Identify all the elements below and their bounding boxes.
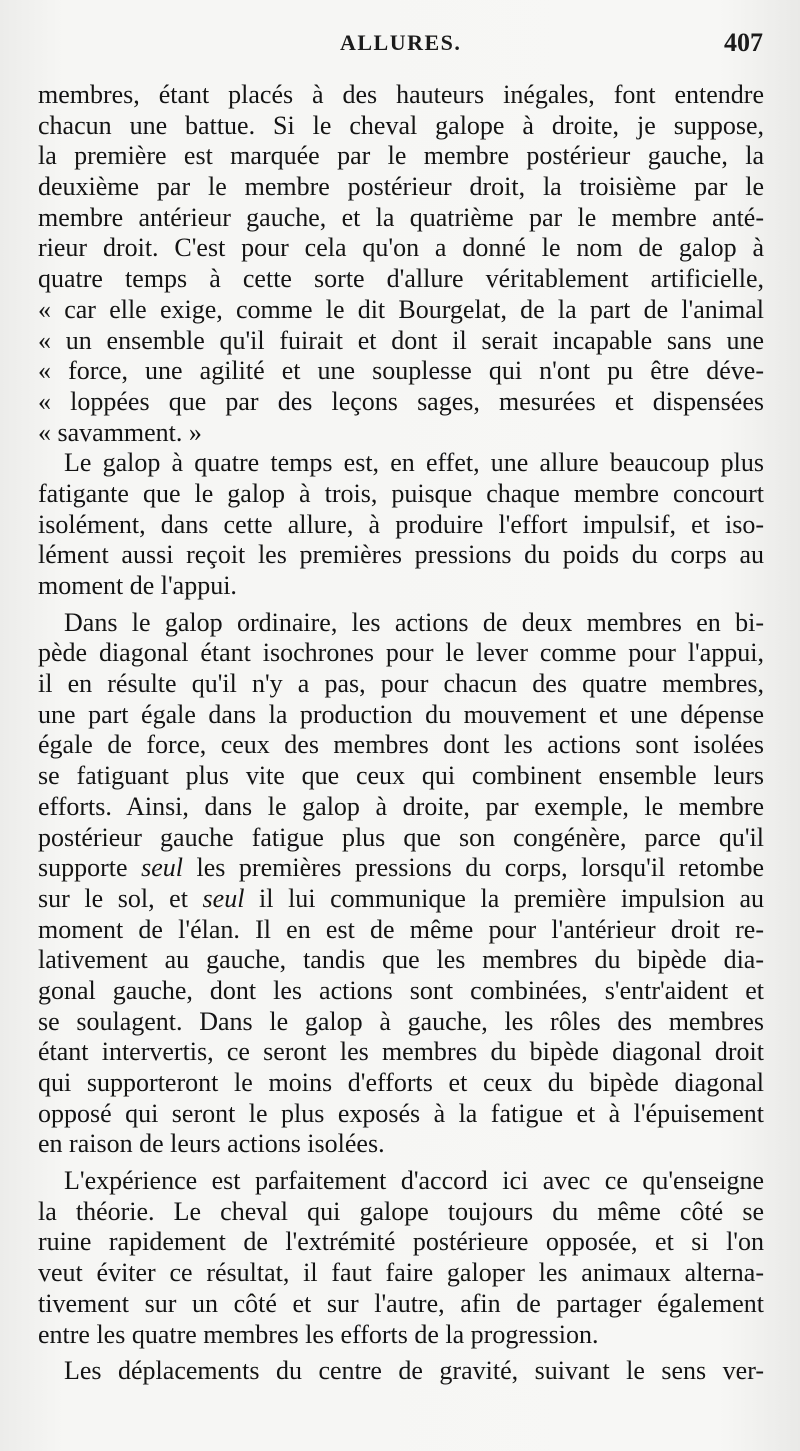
page-header [340,30,765,64]
text-line: étant intervertis, ce seront les membres du bipède diagonal droit [38,1037,764,1067]
text-line: se fatiguant plus vite que ceux qui combinent ensemble leurs [38,761,764,791]
text-line: Les déplacements du centre de gravité, suivant le sens ver- [64,1356,764,1386]
text-line-with-italic [38,853,764,884]
text-line: rieur droit. C'est pour cela qu'on a donné le nom de galop à [38,233,764,263]
text-line: « loppées que par des leçons sages, mesurées et dispensées [38,386,764,416]
paragraph [38,608,764,1160]
text-line: « un ensemble qu'il fuirait et dont il serait incapable sans une [38,325,764,355]
text-line: en raison de leurs actions isolées. [38,1129,385,1159]
text-line: la première est marquée par le membre postérieur gauche, la [38,141,764,171]
text-line: L'expérience est parfaitement d'accord ici avec ce qu'enseigne [64,1166,764,1196]
paragraph [38,448,764,601]
text-line: opposé qui seront le plus exposés à la fatigue et à l'épuisement [38,1098,764,1128]
italic-word: seul [141,853,183,883]
italic-word: seul [202,883,245,913]
text-line-with-italic [38,884,764,915]
text-run: supporte [38,853,142,883]
text-line: chacun une battue. Si le cheval galope à droite, je suppose, [38,110,764,140]
text-run: sur le sol, et [38,883,203,913]
running-title: ALLURES. [340,30,462,55]
text-line: moment de l'appui. [38,571,237,600]
paragraph [38,1166,764,1350]
text-line: « savamment. » [38,417,202,447]
text-line: fatigante que le galop à trois, puisque chaque membre concourt [38,478,764,508]
text-run: les premières pressions du corps, lorsqu'il retombe [182,853,764,883]
text-line: postérieur gauche fatigue plus que son congénère, parce qu'il [38,822,764,852]
text-line: ruine rapidement de l'extrémité postérieure opposée, et si l'on [38,1227,764,1257]
text-line: il en résulte qu'il n'y a pas, pour chacun des quatre membres, [38,669,764,699]
text-line: se soulagent. Dans le galop à gauche, les rôles des membres [38,1006,764,1036]
body-text [38,80,764,1387]
text-line: lément aussi reçoit les premières pressions du poids du corps au [38,540,764,570]
page-number: 407 [724,28,763,57]
text-line: isolément, dans cette allure, à produire l'effort impulsif, et iso- [38,509,764,539]
text-line: quatre temps à cette sorte d'allure véritablement artificielle, [38,264,764,294]
paragraph [38,1356,764,1387]
text-line: veut éviter ce résultat, il faut faire galoper les animaux alterna- [38,1258,764,1288]
paragraph [38,80,764,448]
text-line: qui supporteront le moins d'efforts et ceux du bipède diagonal [38,1068,764,1097]
text-line: une part égale dans la production du mouvement et une dépense [38,699,764,729]
text-line: tivement sur un côté et sur l'autre, afin de partager également [38,1288,764,1318]
text-line: lativement au gauche, tandis que les membres du bipède dia- [38,945,764,975]
text-line: la théorie. Le cheval qui galope toujours du même côté se [38,1196,764,1226]
text-line: gonal gauche, dont les actions sont combinées, s'entr'aident et [38,975,764,1005]
text-line: Dans le galop ordinaire, les actions de deux membres en bi- [64,607,764,637]
text-line: membre antérieur gauche, et la quatrième par le membre anté- [38,202,764,232]
text-line: pède diagonal étant isochrones pour le lever comme pour l'appui, [38,638,764,668]
text-line: deuxième par le membre postérieur droit, la troisième par le [38,172,764,202]
text-line: égale de force, ceux des membres dont les actions sont isolées [38,730,764,760]
text-line: Le galop à quatre temps est, en effet, une allure beaucoup plus [64,448,764,478]
text-line: « force, une agilité et une souplesse qui n'ont pu être déve- [38,356,764,386]
text-line: « car elle exige, comme le dit Bourgelat, de la part de l'animal [38,294,764,324]
text-line: membres, étant placés à des hauteurs inégales, font entendre [38,80,764,109]
text-line: entre les quatre membres les efforts de la progression. [38,1319,599,1349]
text-run: il lui communique la première impulsion au [244,883,764,913]
text-line: efforts. Ainsi, dans le galop à droite, par exemple, le membre [38,791,764,821]
text-line: moment de l'élan. Il en est de même pour l'antérieur droit re- [38,914,764,944]
